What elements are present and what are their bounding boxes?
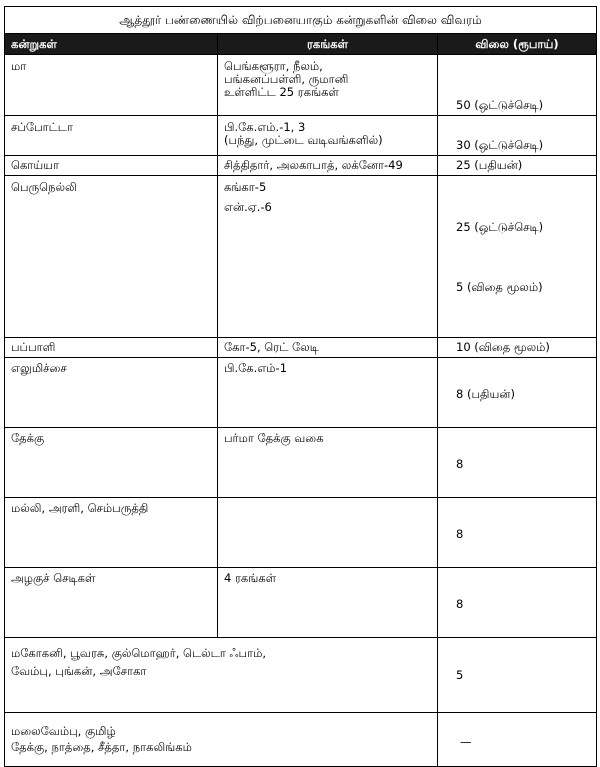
table-row bbox=[5, 176, 597, 338]
variety-cell bbox=[218, 568, 438, 638]
merged-plant-cell bbox=[5, 713, 438, 767]
variety-line: கோ-5, ரெட் லேடி bbox=[224, 340, 319, 354]
plant-line: மகோகனி, பூவரசு, குல்மொஹர், டெல்டா ஃபாம், bbox=[11, 646, 266, 660]
plant-cell: எலுமிச்சை bbox=[5, 358, 218, 428]
plant-cell: பெருநெல்லி bbox=[5, 176, 218, 338]
variety-line: (பந்து, முட்டை வடிவங்களில்) bbox=[224, 133, 383, 147]
price-cell bbox=[438, 176, 597, 338]
variety-cell bbox=[218, 176, 438, 338]
table-row bbox=[5, 55, 597, 116]
variety-line: உள்ளிட்ட 25 ரகங்கள் bbox=[224, 85, 339, 99]
plant-line: வேம்பு, புங்கன், அசோகா bbox=[11, 664, 147, 678]
price-cell bbox=[438, 428, 597, 498]
variety-cell bbox=[218, 358, 438, 428]
variety-line: பர்மா தேக்கு வகை bbox=[224, 431, 324, 445]
price-cell bbox=[438, 713, 597, 767]
variety-cell bbox=[218, 55, 438, 116]
header-row bbox=[5, 34, 597, 55]
plant-line: மலைவேம்பு, குமிழ் bbox=[11, 724, 116, 738]
plant-cell: மல்லி, அரளி, செம்பருத்தி bbox=[5, 498, 218, 568]
variety-line: என்.ஏ.-6 bbox=[224, 200, 272, 214]
plant-cell: பப்பாளி bbox=[5, 338, 218, 358]
merged-plant-cell bbox=[5, 638, 438, 713]
price-table bbox=[4, 6, 597, 767]
table-row bbox=[5, 638, 597, 713]
price-cell bbox=[438, 568, 597, 638]
variety-cell bbox=[218, 338, 438, 358]
price-line: 8 bbox=[456, 457, 464, 471]
table-row bbox=[5, 338, 597, 358]
price-cell bbox=[438, 358, 597, 428]
variety-cell bbox=[218, 498, 438, 568]
variety-cell bbox=[218, 116, 438, 156]
table-row bbox=[5, 568, 597, 638]
plant-cell: தேக்கு bbox=[5, 428, 218, 498]
title-row bbox=[5, 7, 597, 34]
price-line: 5 bbox=[456, 668, 464, 682]
header-variety: ரகங்கள் bbox=[218, 34, 438, 55]
price-cell bbox=[438, 338, 597, 358]
table-row bbox=[5, 428, 597, 498]
table-row bbox=[5, 156, 597, 176]
header-price: விலை (ரூபாய்) bbox=[438, 34, 597, 55]
variety-cell bbox=[218, 428, 438, 498]
price-cell bbox=[438, 55, 597, 116]
plant-cell: அழகுச் செடிகள் bbox=[5, 568, 218, 638]
price-line: 25 (பதியன்) bbox=[456, 158, 523, 172]
plant-cell: கொய்யா bbox=[5, 156, 218, 176]
table-row bbox=[5, 713, 597, 767]
price-line: 5 (விதை மூலம்) bbox=[456, 280, 543, 294]
variety-cell bbox=[218, 156, 438, 176]
price-line: 8 bbox=[456, 597, 464, 611]
price-cell bbox=[438, 638, 597, 713]
variety-line: 4 ரகங்கள் bbox=[224, 571, 277, 585]
price-cell bbox=[438, 156, 597, 176]
table-title: ஆத்தூர் பண்ணையில் விற்பனையாகும் கன்றுகளின் விலை விவரம் bbox=[5, 7, 597, 34]
variety-line: பங்கனப்பள்ளி, ருமானி bbox=[224, 72, 349, 86]
table-row bbox=[5, 358, 597, 428]
price-line: 50 (ஒட்டுச்செடி) bbox=[456, 98, 544, 112]
table-row bbox=[5, 498, 597, 568]
price-line: 30 (ஒட்டுச்செடி) bbox=[456, 138, 544, 152]
price-line: 10 (விதை மூலம்) bbox=[456, 340, 550, 354]
variety-line: சித்திதார், அலகாபாத், லக்னோ-49 bbox=[224, 158, 403, 172]
price-line: 8 bbox=[456, 527, 464, 541]
variety-line: கங்கா-5 bbox=[224, 180, 267, 194]
price-dash: — bbox=[460, 734, 472, 749]
plant-cell: மா bbox=[5, 55, 218, 116]
table-row bbox=[5, 116, 597, 156]
variety-line: பெங்களூரா, நீலம், bbox=[224, 59, 323, 73]
price-cell bbox=[438, 498, 597, 568]
price-line: 8 (பதியன்) bbox=[456, 387, 515, 401]
plant-line: தேக்கு, நாத்தை, சீத்தா, நாகலிங்கம் bbox=[11, 740, 192, 754]
variety-line: பி.கே.எம்.-1, 3 bbox=[224, 120, 306, 134]
plant-cell: சப்போட்டா bbox=[5, 116, 218, 156]
price-cell bbox=[438, 116, 597, 156]
variety-line: பி.கே.எம்-1 bbox=[224, 361, 288, 375]
price-line: 25 (ஒட்டுச்செடி) bbox=[456, 220, 544, 234]
header-plant: கன்றுகள் bbox=[5, 34, 218, 55]
